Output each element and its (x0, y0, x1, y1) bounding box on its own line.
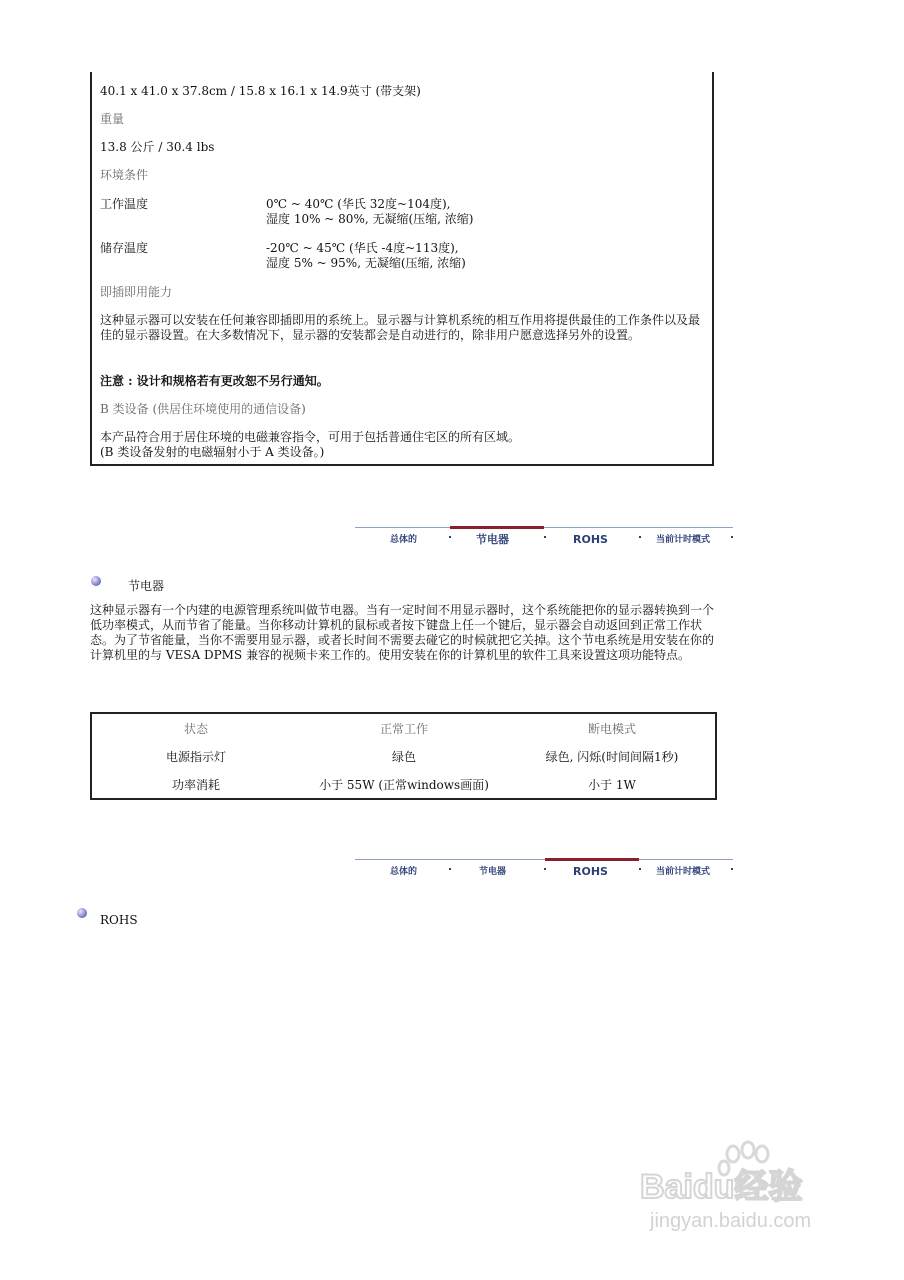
notice-text: 注意 : 设计和规格若有更改恕不另行通知。 (100, 374, 329, 388)
nav-tab-rohs[interactable]: ROHS (573, 865, 608, 878)
table-cell: 小于 1W (588, 778, 636, 792)
table-cell: 绿色, 闪烁(时间间隔1秒) (545, 750, 679, 764)
storage-temp-line2: 湿度 5% ~ 95%, 无凝缩(压缩, 浓缩) (266, 256, 466, 270)
nav-tab-timing-modes[interactable]: 当前计时模式 (656, 535, 711, 545)
class-b-line2: (B 类设备发射的电磁辐射小于 A 类设备。) (100, 445, 325, 459)
nav-active-indicator (450, 526, 544, 529)
plug-and-play-heading: 即插即用能力 (100, 285, 173, 299)
baidu-jingyan-watermark (640, 1140, 860, 1240)
rohs-heading: ROHS (100, 913, 138, 927)
bullet-icon (77, 908, 87, 918)
nav-separator (639, 536, 641, 538)
nav-tab-powersaver[interactable]: 节电器 (479, 867, 507, 877)
nav-separator (731, 868, 733, 870)
weight-heading: 重量 (100, 112, 125, 126)
table-header-normal: 正常工作 (379, 722, 428, 736)
powersaver-text: 这种显示器有一个内建的电源管理系统叫做节电器。当有一定时间不用显示器时，这个系统能把你的显示器转换到一个低功率模式，从而节省了能量。当你移动计算机的鼠标或者按下键盘上任一个键后，显示器会自动返回到正常工作状态。为了节省能量，当你不需要用显示器，或者长时间不需要去碰它的时候就把它关掉。这个节电系统是用安装在你的计算机里的与 VESA DPMS 兼容的视频卡来工作的。使用安装在你的计算机里的软件工具来设置这项功能特点。 (90, 603, 715, 662)
environment-heading: 环境条件 (100, 168, 149, 182)
bullet-icon (91, 576, 101, 586)
nav-divider-line (355, 527, 733, 528)
storage-temp-label: 储存温度 (100, 241, 149, 255)
storage-temp-line1: -20℃ ~ 45℃ (华氏 -4度~113度), (266, 241, 459, 255)
svg-text:Baidu经验: Baidu经验 (640, 1168, 803, 1206)
table-cell: 电源指示灯 (165, 750, 226, 764)
table-header-power-off: 断电模式 (587, 722, 636, 736)
section-nav-bar (355, 859, 733, 881)
section-nav-bar (355, 527, 733, 549)
powersaver-table (90, 712, 717, 800)
operating-temp-line2: 湿度 10% ~ 80%, 无凝缩(压缩, 浓缩) (266, 212, 474, 226)
table-cell: 功率消耗 (171, 778, 220, 792)
weight-value: 13.8 公斤 / 30.4 lbs (100, 140, 215, 154)
table-cell: 小于 55W (正常windows画面) (319, 778, 489, 792)
dimensions-text: 40.1 x 41.0 x 37.8cm / 15.8 x 16.1 x 14.9英寸 (带支架) (100, 84, 421, 98)
nav-tab-general[interactable]: 总体的 (390, 867, 418, 877)
nav-separator (731, 536, 733, 538)
operating-temp-line1: 0℃ ~ 40℃ (华氏 32度~104度), (266, 197, 451, 211)
nav-divider-line (355, 859, 733, 860)
plug-and-play-text: 这种显示器可以安装在任何兼容即插即用的系统上。显示器与计算机系统的相互作用将提供最佳的工作条件以及最佳的显示器设置。在大多数情况下，显示器的安装都会是自动进行的，除非用户愿意选择另外的设置。 (100, 313, 701, 342)
class-b-heading: B 类设备 (供居住环境使用的通信设备) (100, 402, 306, 416)
nav-tab-timing-modes[interactable]: 当前计时模式 (656, 867, 711, 877)
table-header-state: 状态 (183, 722, 208, 736)
watermark-url: jingyan.baidu.com (650, 1210, 812, 1232)
nav-separator (639, 868, 641, 870)
nav-tab-rohs[interactable]: ROHS (573, 533, 608, 546)
operating-temp-label: 工作温度 (100, 197, 149, 211)
powersaver-heading: 节电器 (128, 579, 165, 593)
nav-tab-powersaver[interactable]: 节电器 (476, 533, 509, 546)
nav-separator (449, 868, 451, 870)
nav-tab-general[interactable]: 总体的 (390, 535, 418, 545)
class-b-line1: 本产品符合用于居住环境的电磁兼容指令，可用于包括普通住宅区的所有区域。 (100, 430, 521, 444)
nav-separator (544, 536, 546, 538)
nav-separator (544, 868, 546, 870)
table-cell: 绿色 (391, 750, 416, 764)
specifications-box (90, 72, 714, 466)
nav-active-indicator (545, 858, 639, 861)
nav-separator (449, 536, 451, 538)
